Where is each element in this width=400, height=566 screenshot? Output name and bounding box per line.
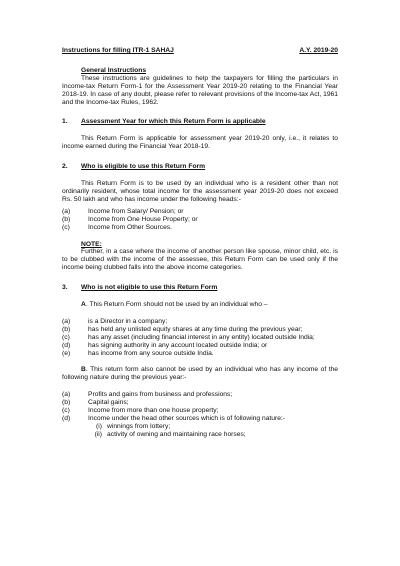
list-item: (b) has held any unlisted equity shares at any time during the previous year; (62, 325, 303, 333)
part-b-label: B (81, 366, 86, 374)
section-3-heading: Who is not eligible to use this Return Form (81, 284, 218, 292)
section-3-title (62, 284, 338, 292)
not-eligible-list-b (62, 391, 338, 423)
section-2-title (62, 163, 338, 171)
list-item: (i) winnings from lottery; (96, 422, 171, 430)
list-item: (b) Capital gains; (62, 399, 129, 407)
list-item: (a) Income from Salary/ Pension; or (62, 207, 184, 215)
section-2-text: This Return Form is to be used by an individual who is a resident other than not ordinarily resident, whose total income for the assessment year 2019-20 does not exceed Rs. 50 lakh and who has income under the following heads:- (62, 180, 338, 203)
section-1-heading: Assessment Year for which this Return Form is applicable (81, 118, 266, 126)
section-2-heading: Who is eligible to use this Return Form (81, 163, 206, 171)
list-item: (b) Income from One House Property; or (62, 215, 198, 223)
list-item: (c) has any asset (including financial interest in any entity) located outside India; (62, 333, 315, 341)
section-1-text: This Return Form is applicable for assessment year 2019-20 only, i.e., it relates to income earned during the Financial Year 2018-19. (62, 135, 338, 151)
list-item: (ii) activity of owning and maintaining race horses; (94, 430, 246, 438)
part-b-text: . This return form also cannot be used by an individual who has any income of the following nature during the previous year:- (62, 366, 338, 382)
assessment-year-label: A.Y. 2019-20 (299, 47, 338, 54)
not-eligible-list-a (62, 318, 338, 358)
part-a-text: . This Return Form should not be used by an individual who – (85, 301, 268, 309)
section-3-number: 3. (62, 284, 68, 292)
section-1-title (62, 118, 338, 126)
general-instructions-text: These instructions are guidelines to help the taxpayers for filling the particulars in Income-tax Return Form-1 for the Assessment Year 2019-20 relating to the Financial Year 2018-19. In case of any doubt, please refer to relevant provisions of the Income-tax Act, 1961 and the Income-tax Rules, 1962. (62, 74, 338, 106)
section-1-number: 1. (62, 118, 68, 126)
list-item: (e) has income from any source outside India. (62, 349, 214, 357)
list-item: (c) Income from Other Sources. (62, 223, 172, 231)
list-item: (c) Income from more than one house property; (62, 407, 219, 415)
document-header (62, 47, 338, 55)
note-heading: NOTE: (81, 240, 102, 248)
note-text: Further, in a case where the income of another person like spouse, minor child, etc. is to be clubbed with the income of the assessee, this Return Form can be used only if the income being clubbed falls into the above income categories. (62, 248, 338, 272)
part-a-intro (62, 301, 338, 309)
list-item: (d) has signing authority in any account located outside India; or (62, 341, 268, 349)
part-b-intro (62, 366, 338, 382)
list-item: (a) Profits and gains from business and professions; (62, 391, 233, 399)
list-item: (d) Income under the head other sources which is of following nature:- (62, 415, 286, 422)
part-a-label: A (81, 301, 86, 309)
list-item: (a) is a Director in a company; (62, 317, 168, 325)
section-2-number: 2. (62, 163, 68, 171)
general-instructions-heading: General Instructions (81, 66, 147, 74)
document-title: Instructions for filling ITR-1 SAHAJ (62, 47, 174, 54)
eligible-income-list (62, 208, 338, 232)
other-sources-sublist (62, 423, 338, 439)
